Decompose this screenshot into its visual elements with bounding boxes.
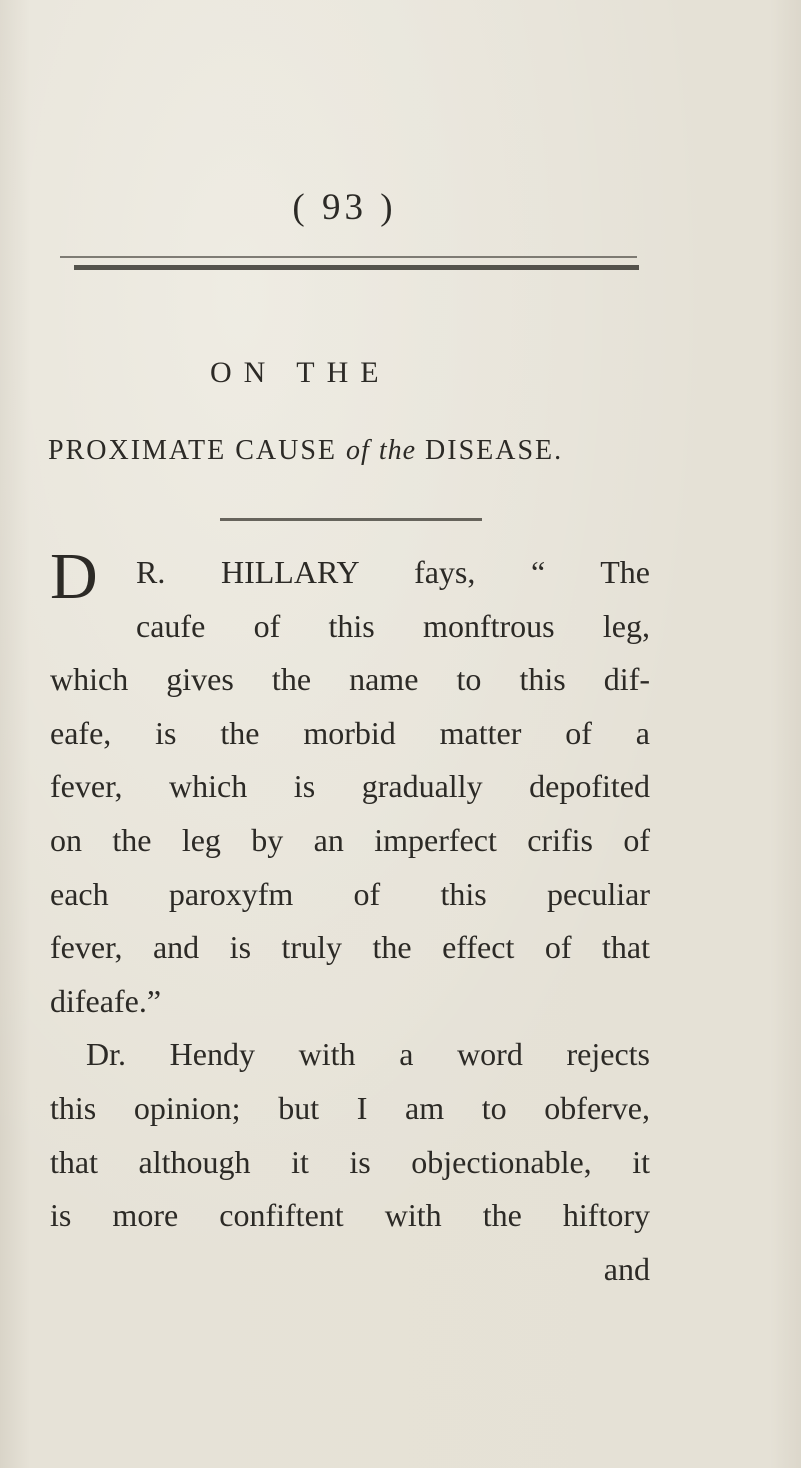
paragraph2-line2: this opinion; but I am to obferve,: [50, 1089, 650, 1126]
header-rule-thick: [74, 265, 639, 270]
paragraph1-line7: each paroxyfm of this peculiar: [50, 875, 650, 912]
heading-title-the: the: [378, 435, 417, 466]
drop-cap: D: [50, 540, 98, 613]
heading-rule: [220, 518, 482, 521]
paragraph1-line2: caufe of this monftrous leg,: [136, 607, 650, 644]
catchword: and: [603, 1250, 650, 1287]
paragraph2-line4: is more confiftent with the hiftory: [50, 1197, 650, 1234]
paragraph1-line1: [50, 540, 650, 613]
paragraph1-line5: fever, which is gradually depofited: [50, 768, 650, 805]
paragraph1-line3: which gives the name to this dif-: [50, 661, 650, 698]
heading-title-part1: PROXIMATE CAUSE: [48, 435, 338, 466]
paragraph1-line1-text: R. HILLARY fays, “ The: [136, 554, 650, 590]
body-text: [50, 540, 650, 1296]
paragraph2-line3: that although it is objectionable, it: [50, 1143, 650, 1180]
paragraph1-line8: fever, and is truly the effect of that: [50, 929, 650, 966]
heading-title-of: of: [346, 435, 370, 466]
chapter-heading-title: [48, 435, 648, 467]
paragraph1-line9: difeafe.”: [50, 982, 162, 1019]
paragraph1-line4: eafe, is the morbid matter of a: [50, 714, 650, 751]
heading-title-part2: DISEASE.: [425, 435, 564, 466]
header-rule-thin: [60, 256, 637, 258]
chapter-heading-top: ON THE: [210, 356, 391, 389]
paragraph1-line6: on the leg by an imperfect crifis of: [50, 821, 650, 858]
paragraph2-line1: Dr. Hendy with a word rejects: [86, 1036, 650, 1073]
page-number: ( 93 ): [292, 187, 397, 228]
